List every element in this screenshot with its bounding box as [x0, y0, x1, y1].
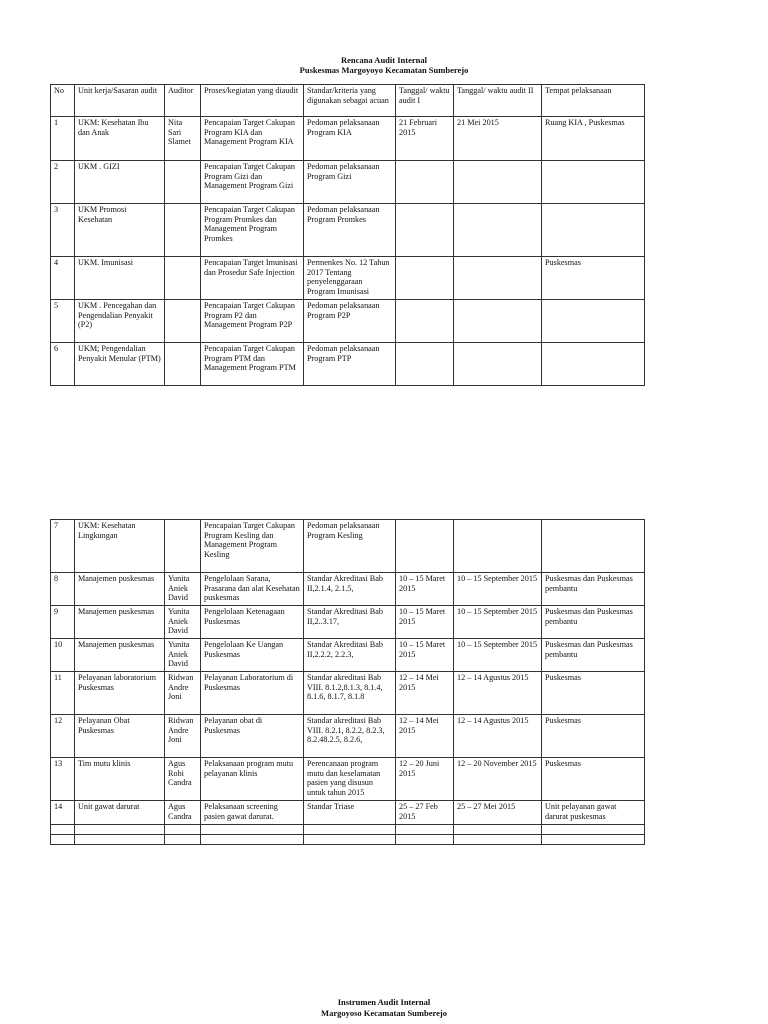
cell-standard: Pedoman pelaksanaan Program PTP [304, 343, 396, 386]
cell-process: Pencapaian Target Cakupan Program Gizi dan Management Program Gizi [201, 161, 304, 204]
cell-date-audit-2 [454, 835, 542, 845]
cell-unit: Tim mutu klinis [75, 758, 165, 801]
cell-location [542, 825, 645, 835]
cell-process: Pelaksanaan program mutu pelayanan klinis [201, 758, 304, 801]
cell-standard: Permenkes No. 12 Tahun 2017 Tentang penyelenggaraan Program Imunisasi [304, 257, 396, 300]
cell-auditor [165, 204, 201, 257]
cell-no: 2 [51, 161, 75, 204]
table-row [51, 758, 645, 801]
table-row [51, 520, 645, 573]
cell-unit: Manajemen puskesmas [75, 573, 165, 606]
footer-title: Instrumen Audit Internal [337, 997, 431, 1007]
cell-location [542, 343, 645, 386]
cell-no: 13 [51, 758, 75, 801]
audit-plan-table [50, 84, 645, 386]
cell-location: Puskesmas [542, 715, 645, 758]
cell-date-audit-2 [454, 204, 542, 257]
cell-process [201, 825, 304, 835]
cell-standard: Standar akreditasi Bab VIII. 8.2.1, 8.2.2, 8.2.3, 8.2.48.2.5, 8.2.6, [304, 715, 396, 758]
cell-location [542, 300, 645, 343]
cell-date-audit-2: 12 – 14 Agustus 2015 [454, 672, 542, 715]
cell-process: Pencapaian Target Cakupan Program Promkes dan Management Program Promkes [201, 204, 304, 257]
cell-date-audit-2: 12 – 20 November 2015 [454, 758, 542, 801]
table-row [51, 639, 645, 672]
cell-process: Pengelolaan Sarana, Prasarana dan alat Kesehatan puskesmas [201, 573, 304, 606]
cell-date-audit-2: 10 – 15 September 2015 [454, 606, 542, 639]
table-header-row [51, 85, 645, 117]
cell-standard: Standar akreditasi Bab VIII. 8.1.2,8.1.3, 8.1.4, 8.1.6, 8.1.7, 8.1.8 [304, 672, 396, 715]
cell-auditor: Ridwan Andre Joni [165, 715, 201, 758]
cell-date-audit-1 [396, 520, 454, 573]
cell-auditor [165, 825, 201, 835]
cell-standard [304, 825, 396, 835]
cell-unit [75, 835, 165, 845]
cell-date-audit-1: 10 – 15 Maret 2015 [396, 573, 454, 606]
document-subtitle: Puskesmas Margoyoyo Kecamatan Sumberejo [299, 65, 469, 75]
cell-no: 5 [51, 300, 75, 343]
cell-standard: Perencanaan program mutu dan keselamatan pasien yang disusun untuk tahun 2015 [304, 758, 396, 801]
cell-process: Pencapaian Target Cakupan Program KIA dan Management Program KIA [201, 117, 304, 161]
cell-auditor: Ridwan Andre Joni [165, 672, 201, 715]
cell-process: Pelaksanaan screening pasien gawat darurat. [201, 801, 304, 825]
cell-no: 6 [51, 343, 75, 386]
cell-process [201, 835, 304, 845]
cell-date-audit-1: Tanggal/ waktu audit I [396, 85, 454, 117]
cell-unit: UKM . Pencegahan dan Pengendalian Penyakit (P2) [75, 300, 165, 343]
table-row [51, 672, 645, 715]
cell-auditor [165, 343, 201, 386]
cell-location: Puskesmas dan Puskesmas pembantu [542, 639, 645, 672]
cell-location: Tempat pelaksanaan [542, 85, 645, 117]
cell-process: Pencapaian Target Cakupan Program Kesling dan Management Program Kesling [201, 520, 304, 573]
cell-process: Pengelolaan Ketenagaan Puskesmas [201, 606, 304, 639]
cell-date-audit-2 [454, 161, 542, 204]
cell-unit: Unit gawat darurat [75, 801, 165, 825]
cell-location [542, 161, 645, 204]
cell-date-audit-2: Tanggal/ waktu audit II [454, 85, 542, 117]
cell-unit [75, 825, 165, 835]
cell-standard: Pedoman pelaksanaan Program Kesling [304, 520, 396, 573]
cell-date-audit-1 [396, 343, 454, 386]
cell-no: 10 [51, 639, 75, 672]
cell-process: Pencapaian Target Imunisasi dan Prosedur Safe Injection [201, 257, 304, 300]
cell-location: Puskesmas dan Puskesmas pembantu [542, 573, 645, 606]
cell-date-audit-1: 21 Februari 2015 [396, 117, 454, 161]
cell-location: Puskesmas [542, 257, 645, 300]
cell-standard: Standar/kriteria yang digunakan sebagai acuan [304, 85, 396, 117]
cell-standard: Pedoman pelaksanaan Program Gizi [304, 161, 396, 204]
cell-no: 12 [51, 715, 75, 758]
cell-date-audit-1: 10 – 15 Maret 2015 [396, 606, 454, 639]
table-row [51, 715, 645, 758]
cell-standard [304, 835, 396, 845]
cell-date-audit-1 [396, 300, 454, 343]
cell-unit: UKM; Pengendalian Penyakit Menular (PTM) [75, 343, 165, 386]
cell-process: Proses/kegiatan yang diaudit [201, 85, 304, 117]
table-row [51, 825, 645, 835]
cell-date-audit-2: 10 – 15 September 2015 [454, 573, 542, 606]
table-row [51, 801, 645, 825]
cell-date-audit-2: 12 – 14 Agustus 2015 [454, 715, 542, 758]
cell-auditor: Agus Robi Candra [165, 758, 201, 801]
cell-no: 8 [51, 573, 75, 606]
cell-unit: Unit kerja/Sasaran audit [75, 85, 165, 117]
cell-date-audit-2 [454, 825, 542, 835]
cell-location: Puskesmas [542, 758, 645, 801]
cell-location: Unit pelayanan gawat darurat puskesmas [542, 801, 645, 825]
cell-standard: Standar Akreditasi Bab II,2.1.4, 2.1.5, [304, 573, 396, 606]
cell-location: Puskesmas dan Puskesmas pembantu [542, 606, 645, 639]
cell-unit: UKM: Kesehatan Ibu dan Anak [75, 117, 165, 161]
cell-auditor: Yunita Aniek David [165, 639, 201, 672]
table-row [51, 606, 645, 639]
cell-date-audit-2 [454, 257, 542, 300]
cell-standard: Standar Triase [304, 801, 396, 825]
cell-date-audit-1 [396, 257, 454, 300]
cell-process: Pencapaian Target Cakupan Program P2 dan Management Program P2P [201, 300, 304, 343]
cell-process: Pengelolaan Ke Uangan Puskesmas [201, 639, 304, 672]
cell-location [542, 204, 645, 257]
cell-date-audit-1 [396, 835, 454, 845]
cell-no [51, 835, 75, 845]
cell-auditor: Agus Candra [165, 801, 201, 825]
cell-location: Ruang KIA , Puskesmas [542, 117, 645, 161]
cell-auditor: Nita Sari Slamet [165, 117, 201, 161]
cell-date-audit-2 [454, 343, 542, 386]
cell-no: 1 [51, 117, 75, 161]
cell-date-audit-1: 10 – 15 Maret 2015 [396, 639, 454, 672]
cell-location: Puskesmas [542, 672, 645, 715]
cell-date-audit-1 [396, 825, 454, 835]
cell-process: Pencapaian Target Cakupan Program PTM dan Management Program PTM [201, 343, 304, 386]
document-title: Rencana Audit Internal [341, 55, 427, 65]
cell-date-audit-1: 25 – 27 Feb 2015 [396, 801, 454, 825]
cell-no: 7 [51, 520, 75, 573]
cell-date-audit-1 [396, 161, 454, 204]
cell-no: No [51, 85, 75, 117]
cell-date-audit-1: 12 – 14 Mei 2015 [396, 715, 454, 758]
cell-date-audit-2 [454, 300, 542, 343]
cell-location [542, 520, 645, 573]
footer-subtitle: Margoyoso Kecamatan Sumberejo [321, 1008, 447, 1018]
cell-unit: Manajemen puskesmas [75, 639, 165, 672]
cell-unit: UKM Promosi Kesehatan [75, 204, 165, 257]
cell-date-audit-2: 21 Mei 2015 [454, 117, 542, 161]
table-row [51, 117, 645, 161]
cell-date-audit-1: 12 – 14 Mei 2015 [396, 672, 454, 715]
cell-standard: Standar Akreditasi Bab II,2.2.2, 2.2.3, [304, 639, 396, 672]
table-row [51, 300, 645, 343]
audit-plan-table-continued [50, 519, 645, 845]
table-row [51, 257, 645, 300]
cell-date-audit-2 [454, 520, 542, 573]
cell-auditor: Yunita Aniek David [165, 606, 201, 639]
cell-no: 9 [51, 606, 75, 639]
cell-auditor [165, 520, 201, 573]
cell-no: 14 [51, 801, 75, 825]
cell-auditor [165, 300, 201, 343]
cell-process: Pelayanan obat di Puskesmas [201, 715, 304, 758]
table-row [51, 161, 645, 204]
cell-standard: Pedoman pelaksanaan Program Promkes [304, 204, 396, 257]
table-row [51, 204, 645, 257]
cell-unit: Pelayanan laboratorium Puskesmas [75, 672, 165, 715]
table-row [51, 343, 645, 386]
cell-standard: Pedoman pelaksanaan Program P2P [304, 300, 396, 343]
cell-no: 11 [51, 672, 75, 715]
cell-auditor: Yunita Aniek David [165, 573, 201, 606]
cell-date-audit-2: 25 – 27 Mei 2015 [454, 801, 542, 825]
cell-process: Pelayanan Laboratorium di Puskesmas [201, 672, 304, 715]
cell-auditor [165, 835, 201, 845]
cell-auditor [165, 161, 201, 204]
cell-no: 4 [51, 257, 75, 300]
table-row [51, 835, 645, 845]
table-row [51, 573, 645, 606]
cell-standard: Standar Akreditasi Bab II,2..3.17, [304, 606, 396, 639]
cell-date-audit-1 [396, 204, 454, 257]
cell-unit: UKM . GIZI [75, 161, 165, 204]
cell-date-audit-2: 10 – 15 September 2015 [454, 639, 542, 672]
cell-auditor: Auditor [165, 85, 201, 117]
cell-unit: Manajemen puskesmas [75, 606, 165, 639]
cell-unit: Pelayanan Obat Puskesmas [75, 715, 165, 758]
cell-location [542, 835, 645, 845]
cell-no [51, 825, 75, 835]
cell-date-audit-1: 12 – 20 Juni 2015 [396, 758, 454, 801]
cell-standard: Pedoman pelaksanaan Program KIA [304, 117, 396, 161]
cell-no: 3 [51, 204, 75, 257]
cell-auditor [165, 257, 201, 300]
cell-unit: UKM: Kesehatan Lingkungan [75, 520, 165, 573]
cell-unit: UKM. Imunisasi [75, 257, 165, 300]
